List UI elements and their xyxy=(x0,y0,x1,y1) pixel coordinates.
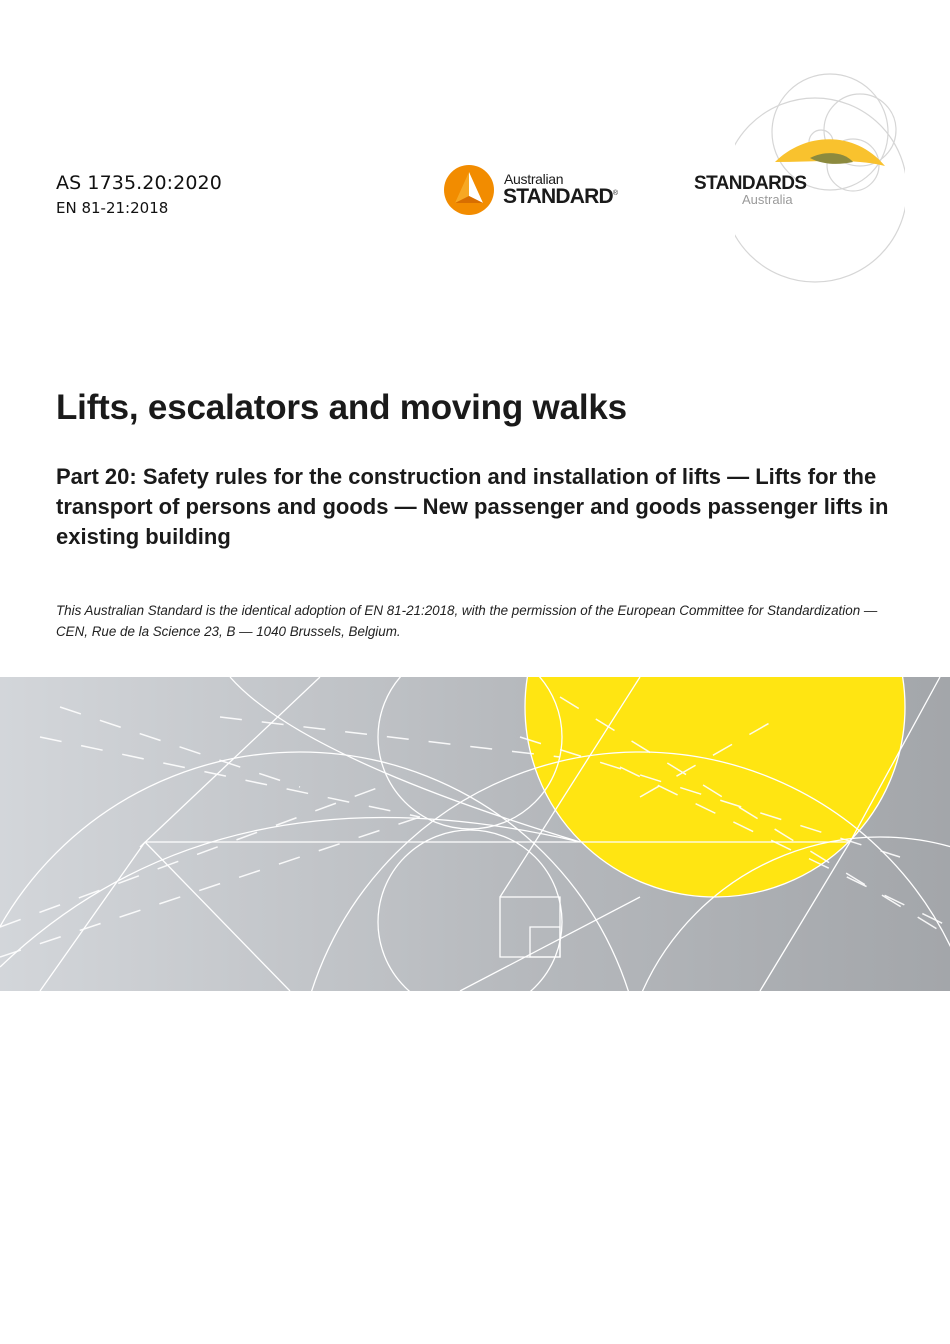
standards-australia-name: STANDARDS xyxy=(694,173,807,194)
standard-number: AS 1735.20:2020 xyxy=(56,172,222,194)
registered-mark: ® xyxy=(612,190,618,197)
australian-standard-logo-line2 xyxy=(503,185,617,209)
australian-standard-logo xyxy=(442,163,632,217)
equivalent-standard: EN 81-21:2018 xyxy=(56,199,169,217)
australian-standard-logo-word: STANDARD xyxy=(503,185,613,208)
australian-standard-logo-line1: Australian xyxy=(504,171,564,187)
document-subtitle: Part 20: Safety rules for the construction and installation of lifts — Lifts for the transport of persons and goods — New passenger and goods passenger lifts in existing building xyxy=(56,464,889,549)
decorative-banner xyxy=(0,677,950,991)
australian-standard-mark-icon xyxy=(442,163,496,217)
document-title: Lifts, escalators and moving walks xyxy=(56,388,627,427)
adoption-note: This Australian Standard is the identical adoption of EN 81-21:2018, with the permission of the European Committee for Standardization — CEN, Rue de la Science 23, B — 1040 Brussels, Belgium. xyxy=(56,603,878,639)
standards-australia-sub: Australia xyxy=(742,192,793,207)
